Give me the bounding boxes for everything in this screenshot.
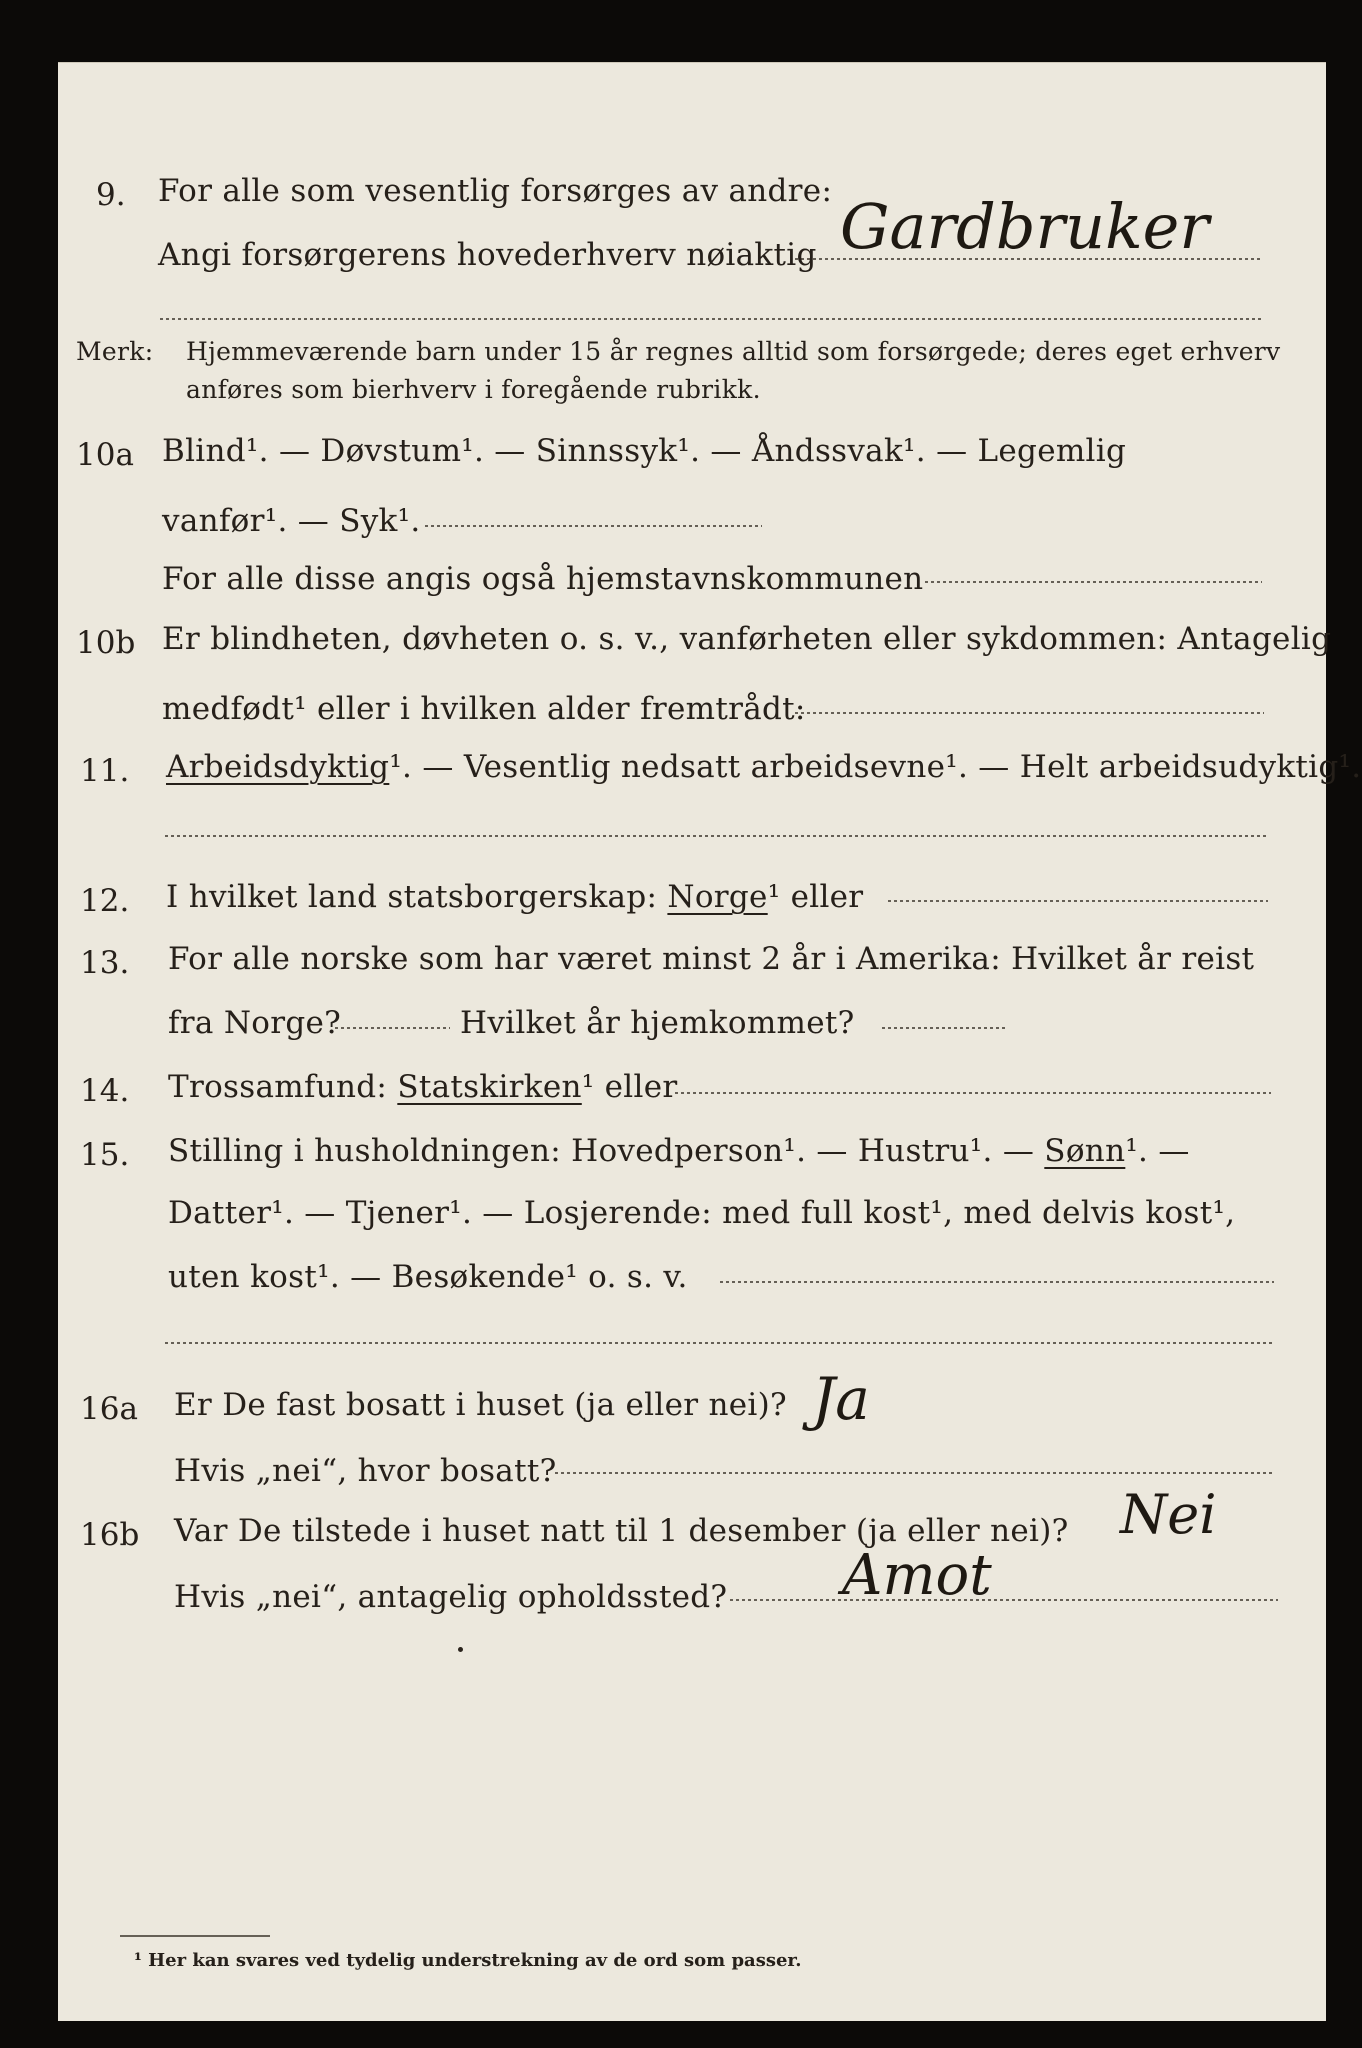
handwritten-occupation: Gardbruker	[840, 190, 1209, 263]
handwritten-present-answer: Nei	[1120, 1483, 1217, 1546]
q14-text	[168, 1068, 678, 1106]
q15-underlined-answer: Sønn	[1044, 1133, 1126, 1169]
q15-text-line3: uten kost¹. — Besøkende¹ o. s. v.	[168, 1259, 688, 1295]
q14-text-part1: Trossamfund:	[168, 1069, 398, 1105]
q10a-text-line1: Blind¹. — Døvstum¹. — Sinnssyk¹. — Åndssvak¹. — Legemlig	[162, 433, 1127, 469]
q15-text-line2: Datter¹. — Tjener¹. — Losjerende: med full kost¹, med delvis kost¹,	[168, 1195, 1236, 1231]
merk-text-line2: anføres som bierhverv i foregående rubrikk.	[186, 375, 761, 404]
q15-text-line1a: Stilling i husholdningen: Hovedperson¹. — Hustru¹. —	[168, 1133, 1045, 1169]
q16b-number: 16b	[80, 1517, 140, 1553]
q12-number: 12.	[80, 883, 130, 919]
ink-spot	[458, 1647, 463, 1652]
q12-text	[166, 878, 863, 916]
q11-text-rest: ¹. — Vesentlig nedsatt arbeidsevne¹. — Helt arbeidsudyktig¹.	[389, 749, 1362, 785]
q13-number: 13.	[80, 945, 130, 981]
q15-number: 15.	[80, 1137, 130, 1173]
q11-underlined-answer: Arbeidsdyktig	[166, 749, 390, 785]
q14-underlined-answer: Statskirken	[397, 1069, 582, 1105]
q10a-text-line2: vanfør¹. — Syk¹.	[162, 503, 421, 539]
q10a-number: 10a	[76, 437, 134, 473]
q9-text-line2: Angi forsørgerens hovederhverv nøiaktig	[158, 237, 817, 273]
q16b-text-line1: Var De tilstede i huset natt til 1 desember (ja eller nei)?	[174, 1513, 1069, 1549]
merk-text-line1: Hjemmeværende barn under 15 år regnes alltid som forsørgede; deres eget erhverv	[186, 337, 1281, 366]
q16a-text-line2: Hvis „nei“, hvor bosatt?	[174, 1453, 557, 1489]
q15-text-line1c: ¹. —	[1125, 1133, 1190, 1169]
q12-text-part1: I hvilket land statsborgerskap:	[166, 879, 668, 915]
merk-label: Merk:	[76, 337, 154, 366]
q11-text	[166, 748, 1361, 786]
q10b-number: 10b	[76, 625, 136, 661]
q10a-text-line3: For alle disse angis også hjemstavnskommunen	[162, 561, 924, 597]
q13-text-line1: For alle norske som har været minst 2 år i Amerika: Hvilket år reist	[168, 941, 1255, 977]
q16b-text-line2: Hvis „nei“, antagelig opholdssted?	[174, 1579, 728, 1615]
q10b-text-line2: medfødt¹ eller i hvilken alder fremtrådt:	[162, 691, 806, 727]
q9-number: 9.	[96, 177, 126, 213]
q16a-text-line1: Er De fast bosatt i huset (ja eller nei)?	[174, 1387, 787, 1423]
q11-number: 11.	[80, 753, 130, 789]
q12-underlined-answer: Norge	[667, 879, 768, 915]
handwritten-resident-answer: Ja	[812, 1365, 870, 1433]
q14-text-part3: ¹ eller	[581, 1069, 678, 1105]
q12-text-part3: ¹ eller	[767, 879, 864, 915]
q16a-number: 16a	[80, 1391, 138, 1427]
handwritten-whereabouts: Amot	[842, 1543, 992, 1608]
q13-text-line2b: Hvilket år hjemkommet?	[460, 1005, 855, 1041]
footnote: ¹ Her kan svares ved tydelig understrekning av de ord som passer.	[134, 1950, 802, 1971]
q9-text-line1: For alle som vesentlig forsørges av andre:	[158, 173, 833, 209]
q15-text-line1	[168, 1132, 1190, 1170]
q10b-text-line1: Er blindheten, døvheten o. s. v., vanførheten eller sykdommen: Antagelig	[162, 621, 1332, 657]
q14-number: 14.	[80, 1073, 130, 1109]
q13-text-line2a: fra Norge?	[168, 1005, 342, 1041]
